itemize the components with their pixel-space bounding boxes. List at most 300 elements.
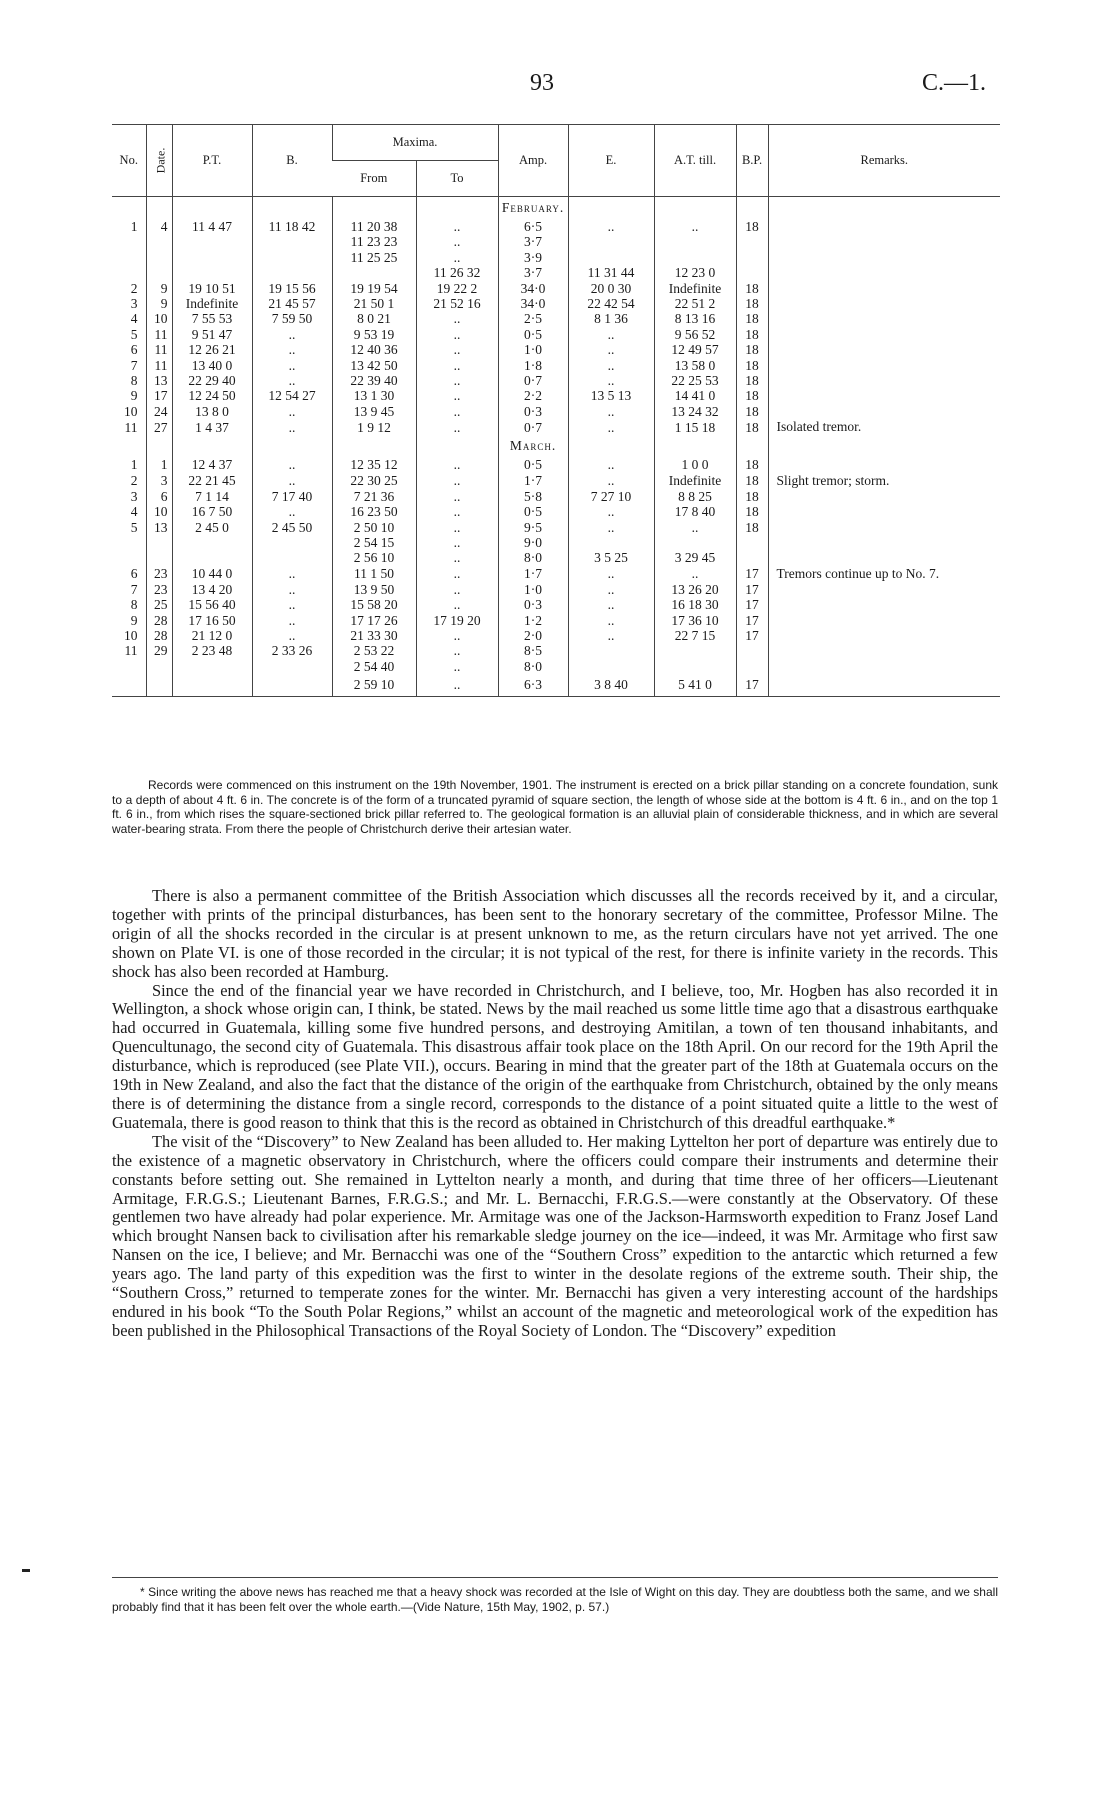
cell-b: .. (252, 373, 332, 388)
cell-from: 9 53 19 (332, 327, 416, 342)
month-heading-row (112, 435, 1000, 457)
cell-b: 7 17 40 (252, 489, 332, 504)
cell-e (568, 250, 654, 265)
cell-to: .. (416, 311, 498, 326)
cell-amp: 3·7 (498, 234, 568, 249)
col-header-remarks: Remarks. (768, 125, 1000, 197)
cell-to: .. (416, 597, 498, 612)
col-header-b: B. (252, 125, 332, 197)
cell-e: .. (568, 419, 654, 435)
cell-from: 1 9 12 (332, 419, 416, 435)
cell-to: 17 19 20 (416, 613, 498, 628)
cell-remarks (768, 504, 1000, 519)
cell-from: 11 25 25 (332, 250, 416, 265)
cell-pt: 13 8 0 (172, 404, 252, 419)
cell-remarks: Tremors continue up to No. 7. (768, 566, 1000, 582)
cell-b: .. (252, 404, 332, 419)
empty-cell (332, 197, 416, 220)
cell-at: 17 36 10 (654, 613, 736, 628)
cell-pt (172, 535, 252, 550)
empty-cell (736, 435, 768, 457)
cell-from: 2 50 10 (332, 520, 416, 535)
cell-bp: 18 (736, 504, 768, 519)
table-body (112, 197, 1000, 697)
cell-b: .. (252, 419, 332, 435)
cell-pt (172, 674, 252, 697)
cell-at: 5 41 0 (654, 674, 736, 697)
table-row (112, 535, 1000, 550)
cell-at: 13 26 20 (654, 582, 736, 597)
cell-no: 5 (130, 519, 138, 535)
cell-pt: 1 4 37 (172, 419, 252, 435)
cell-no: 11 (124, 643, 138, 659)
empty-cell (568, 435, 654, 457)
cell-pt: 16 7 50 (172, 504, 252, 519)
cell-date: 3 (146, 473, 172, 489)
col-header-to: To (416, 161, 498, 197)
cell-b: 2 33 26 (252, 643, 332, 658)
cell-to: .. (416, 473, 498, 489)
page-number: 93 (530, 70, 554, 96)
table-row (112, 457, 1000, 472)
cell-at: 1 15 18 (654, 419, 736, 435)
cell-to: .. (416, 643, 498, 658)
cell-remarks (768, 643, 1000, 658)
cell-bp: 18 (736, 388, 768, 403)
empty-cell (768, 435, 1000, 457)
cell-bp: 18 (736, 520, 768, 535)
cell-at: 22 25 53 (654, 373, 736, 388)
cell-pt: 15 56 40 (172, 597, 252, 612)
table-row (112, 628, 1000, 643)
cell-bp: 17 (736, 597, 768, 612)
col-header-at: A.T. till. (654, 125, 736, 197)
cell-to: .. (416, 457, 498, 472)
cell-at: 14 41 0 (654, 388, 736, 403)
cell-no (112, 234, 146, 249)
cell-at: .. (654, 219, 736, 234)
table-row (112, 219, 1000, 234)
table-row (112, 504, 1000, 519)
cell-at: Indefinite (654, 281, 736, 296)
cell-to: .. (416, 358, 498, 373)
empty-cell (172, 197, 252, 220)
cell-date: 11 (146, 327, 172, 342)
cell-e: 3 8 40 (568, 674, 654, 697)
cell-e: .. (568, 404, 654, 419)
cell-b: .. (252, 327, 332, 342)
cell-e: .. (568, 628, 654, 643)
cell-bp: 18 (736, 473, 768, 489)
empty-cell (172, 435, 252, 457)
cell-remarks (768, 388, 1000, 403)
cell-bp: 18 (736, 358, 768, 373)
cell-no: 11 (124, 419, 138, 435)
cell-pt: 11 4 47 (172, 219, 252, 234)
cell-from (332, 265, 416, 280)
cell-from: 13 42 50 (332, 358, 416, 373)
table-row (112, 373, 1000, 388)
cell-to: .. (416, 535, 498, 550)
cell-from: 17 17 26 (332, 613, 416, 628)
cell-date: 6 (146, 489, 172, 504)
cell-date: 29 (146, 643, 172, 658)
table-row (112, 550, 1000, 565)
paragraph: Since the end of the financial year we have recorded in Christchurch, and I believe, too, Mr. Hogben has also recorded it in Wellington, a shock whose origin can, I think, be stated. News by the mail reached us some little time ago that a disastrous earthquake had occurred in Guatemala, killing some five hundred persons, and destroying Amitilan, a town of ten thousand inhabitants, and Quencultunago, the second city of Guatemala. This disastrous affair took place on the 18th April. On our record for the 19th April the disturbance, which is reproduced (see Plate VII.), occurs. Bearing in mind that the greater part of the 18th at Guatemala occurs on the 19th in New Zealand, and also the fact that the distance of the origin of the earthquake from Christchurch, obtained by the only means there is of determining the distance from a single record, corresponds to the distance of a point situated quite a little to the west of Guatemala, there is good reason to think that this is the record as obtained in Christchurch of this dreadful earthquake.* (112, 980, 998, 1132)
cell-pt: 13 4 20 (172, 582, 252, 597)
cell-to: .. (416, 388, 498, 403)
table-row (112, 388, 1000, 403)
col-header-maxima: Maxima. (332, 125, 498, 161)
cell-from: 13 1 30 (332, 388, 416, 403)
cell-at (654, 659, 736, 674)
cell-from: 19 19 54 (332, 281, 416, 296)
cell-amp: 9·0 (498, 535, 568, 550)
cell-no (112, 550, 146, 565)
cell-at: 22 51 2 (654, 296, 736, 311)
cell-amp: 34·0 (498, 296, 568, 311)
cell-remarks (768, 535, 1000, 550)
cell-e: .. (568, 520, 654, 535)
cell-date: 28 (146, 613, 172, 628)
cell-bp (736, 265, 768, 280)
cell-e: .. (568, 566, 654, 582)
cell-b: .. (252, 613, 332, 628)
cell-date: 11 (146, 358, 172, 373)
table-row (112, 311, 1000, 326)
cell-to: .. (416, 504, 498, 519)
cell-at: 8 8 25 (654, 489, 736, 504)
cell-e: .. (568, 358, 654, 373)
cell-to: .. (416, 373, 498, 388)
cell-at: .. (654, 566, 736, 582)
cell-to: .. (416, 659, 498, 674)
table-row (112, 489, 1000, 504)
cell-pt: 22 29 40 (172, 373, 252, 388)
cell-no: 7 (130, 357, 138, 373)
cell-at: 1 0 0 (654, 457, 736, 472)
cell-b: .. (252, 566, 332, 582)
cell-date: 10 (146, 504, 172, 519)
cell-to: .. (416, 327, 498, 342)
cell-at (654, 535, 736, 550)
cell-bp: 18 (736, 373, 768, 388)
cell-bp: 18 (736, 404, 768, 419)
cell-e: 22 42 54 (568, 296, 654, 311)
cell-from: 11 23 23 (332, 234, 416, 249)
cell-e: 20 0 30 (568, 281, 654, 296)
cell-bp (736, 643, 768, 658)
cell-remarks (768, 550, 1000, 565)
cell-pt: 7 55 53 (172, 311, 252, 326)
col-header-pt: P.T. (172, 125, 252, 197)
cell-e: .. (568, 504, 654, 519)
cell-to: .. (416, 489, 498, 504)
col-header-bp: B.P. (736, 125, 768, 197)
cell-from: 13 9 45 (332, 404, 416, 419)
cell-amp: 8·0 (498, 659, 568, 674)
cell-no: 2 (130, 472, 138, 488)
cell-amp: 34·0 (498, 281, 568, 296)
empty-cell (568, 197, 654, 220)
cell-b (252, 674, 332, 697)
cell-at: 22 7 15 (654, 628, 736, 643)
cell-b: .. (252, 473, 332, 489)
empty-cell (736, 197, 768, 220)
cell-remarks (768, 311, 1000, 326)
table-row (112, 265, 1000, 280)
cell-from: 2 53 22 (332, 643, 416, 658)
empty-cell (768, 197, 1000, 220)
cell-date: 13 (146, 520, 172, 535)
cell-to: .. (416, 250, 498, 265)
cell-amp: 1·7 (498, 566, 568, 582)
cell-date (146, 674, 172, 697)
cell-b: .. (252, 597, 332, 612)
cell-remarks (768, 597, 1000, 612)
cell-remarks (768, 582, 1000, 597)
cell-e: .. (568, 219, 654, 234)
cell-from: 7 21 36 (332, 489, 416, 504)
cell-no (112, 265, 146, 280)
cell-pt: 22 21 45 (172, 473, 252, 489)
cell-amp: 0·3 (498, 597, 568, 612)
cell-remarks (768, 296, 1000, 311)
cell-to: 21 52 16 (416, 296, 498, 311)
cell-date (146, 250, 172, 265)
cell-no: 8 (130, 373, 138, 389)
cell-remarks (768, 404, 1000, 419)
cell-remarks (768, 628, 1000, 643)
cell-bp: 17 (736, 566, 768, 582)
cell-no (112, 535, 146, 550)
cell-to: .. (416, 404, 498, 419)
cell-to: .. (416, 628, 498, 643)
cell-bp: 17 (736, 613, 768, 628)
cell-bp: 17 (736, 582, 768, 597)
footnote-rule (112, 1577, 998, 1578)
table-row (112, 327, 1000, 342)
cell-from: 2 56 10 (332, 550, 416, 565)
table-row (112, 566, 1000, 582)
cell-date: 24 (146, 404, 172, 419)
cell-bp (736, 659, 768, 674)
cell-b (252, 265, 332, 280)
empty-cell (112, 197, 146, 220)
cell-date: 10 (146, 311, 172, 326)
cell-amp: 1·2 (498, 613, 568, 628)
cell-from: 22 39 40 (332, 373, 416, 388)
cell-at: 12 49 57 (654, 342, 736, 357)
table-row (112, 597, 1000, 612)
cell-b: .. (252, 457, 332, 472)
cell-amp: 0·5 (498, 504, 568, 519)
cell-amp: 2·2 (498, 388, 568, 403)
cell-at: 17 8 40 (654, 504, 736, 519)
cell-b: 21 45 57 (252, 296, 332, 311)
cell-e (568, 643, 654, 658)
cell-from: 2 59 10 (332, 674, 416, 697)
cell-amp: 8·0 (498, 550, 568, 565)
cell-amp: 0·5 (498, 327, 568, 342)
cell-at: 8 13 16 (654, 311, 736, 326)
cell-e: .. (568, 457, 654, 472)
cell-pt (172, 234, 252, 249)
cell-date: 28 (146, 628, 172, 643)
empty-cell (112, 435, 146, 457)
table-row (112, 358, 1000, 373)
cell-e: .. (568, 613, 654, 628)
cell-b: .. (252, 582, 332, 597)
cell-remarks (768, 659, 1000, 674)
cell-pt: 21 12 0 (172, 628, 252, 643)
cell-pt: 12 26 21 (172, 342, 252, 357)
cell-from: 11 20 38 (332, 219, 416, 234)
cell-from: 13 9 50 (332, 582, 416, 597)
cell-at: Indefinite (654, 473, 736, 489)
table-row (112, 643, 1000, 658)
cell-bp: 18 (736, 327, 768, 342)
table-row (112, 659, 1000, 674)
cell-pt: 9 51 47 (172, 327, 252, 342)
cell-from: 12 35 12 (332, 457, 416, 472)
cell-pt (172, 659, 252, 674)
cell-from: 22 30 25 (332, 473, 416, 489)
cell-pt (172, 550, 252, 565)
cell-amp: 1·0 (498, 582, 568, 597)
document-reference: C.—1. (921, 70, 986, 96)
cell-e: .. (568, 327, 654, 342)
cell-amp: 2·5 (498, 311, 568, 326)
cell-no: 3 (130, 488, 138, 504)
cell-remarks (768, 358, 1000, 373)
cell-bp: 18 (736, 281, 768, 296)
cell-date: 4 (146, 219, 172, 234)
cell-b (252, 659, 332, 674)
table-row (112, 342, 1000, 357)
cell-no: 7 (130, 581, 138, 597)
cell-amp: 6·5 (498, 219, 568, 234)
cell-pt: 10 44 0 (172, 566, 252, 582)
empty-cell (252, 197, 332, 220)
cell-e: .. (568, 582, 654, 597)
cell-to: .. (416, 219, 498, 234)
cell-bp (736, 535, 768, 550)
col-header-e: E. (568, 125, 654, 197)
cell-e: 8 1 36 (568, 311, 654, 326)
cell-b (252, 535, 332, 550)
cell-date: 9 (146, 281, 172, 296)
cell-pt: 2 23 48 (172, 643, 252, 658)
cell-b: .. (252, 342, 332, 357)
table-row (112, 296, 1000, 311)
month-label: March. (498, 435, 568, 457)
cell-date: 11 (146, 342, 172, 357)
cell-b: 12 54 27 (252, 388, 332, 403)
cell-bp: 18 (736, 419, 768, 435)
cell-pt: 13 40 0 (172, 358, 252, 373)
cell-remarks (768, 327, 1000, 342)
cell-date: 13 (146, 373, 172, 388)
cell-b: .. (252, 504, 332, 519)
cell-e: 11 31 44 (568, 265, 654, 280)
col-header-date: Date. (146, 125, 172, 197)
cell-to: .. (416, 582, 498, 597)
cell-no: 9 (130, 388, 138, 404)
empty-cell (146, 435, 172, 457)
cell-bp: 18 (736, 219, 768, 234)
cell-b: 7 59 50 (252, 311, 332, 326)
empty-cell (332, 435, 416, 457)
cell-pt: 2 45 0 (172, 520, 252, 535)
cell-pt: 7 1 14 (172, 489, 252, 504)
table-row (112, 404, 1000, 419)
empty-cell (416, 197, 498, 220)
cell-from: 2 54 40 (332, 659, 416, 674)
col-header-from: From (332, 161, 416, 197)
cell-to: .. (416, 566, 498, 582)
cell-date: 1 (146, 457, 172, 472)
cell-no: 2 (130, 280, 138, 296)
cell-remarks (768, 281, 1000, 296)
cell-bp: 17 (736, 674, 768, 697)
cell-at: 9 56 52 (654, 327, 736, 342)
cell-b: .. (252, 358, 332, 373)
cell-to: .. (416, 342, 498, 357)
margin-mark (22, 1569, 30, 1572)
cell-at: 3 29 45 (654, 550, 736, 565)
cell-amp: 3·7 (498, 265, 568, 280)
cell-bp: 18 (736, 311, 768, 326)
cell-at (654, 643, 736, 658)
table-row (112, 250, 1000, 265)
cell-amp: 1·8 (498, 358, 568, 373)
cell-date: 23 (146, 566, 172, 582)
cell-e (568, 234, 654, 249)
cell-e: .. (568, 342, 654, 357)
cell-from: 16 23 50 (332, 504, 416, 519)
cell-no: 4 (130, 504, 138, 520)
seismograph-records-table (112, 124, 1000, 697)
cell-date (146, 550, 172, 565)
cell-remarks (768, 457, 1000, 472)
cell-e: .. (568, 473, 654, 489)
cell-remarks: Isolated tremor. (768, 419, 1000, 435)
table-row (112, 473, 1000, 489)
page-header (0, 70, 1114, 110)
cell-amp: 0·5 (498, 457, 568, 472)
empty-cell (146, 197, 172, 220)
cell-pt: 12 24 50 (172, 388, 252, 403)
paragraph: The visit of the “Discovery” to New Zealand has been alluded to. Her making Lyttelton her port of departure was entirely due to the existence of a magnetic observatory in Christchurch, where the officers could compare their instruments and determine their constants before setting out. She remained in Lyttelton nearly a month, and during that time three of her officers—Lieutenant Armitage, F.R.G.S.; Lieutenant Barnes, F.R.G.S.; and Mr. L. Bernacchi, F.R.G.S.—were constantly at the Observatory. Of these gentlemen two have already had polar experience. Mr. Armitage was one of the Jackson-Harmsworth expedition to Franz Josef Land which brought Nansen back to civilisation after his remarkable sledge journey on the ice—indeed, it was Mr. Armitage who first saw Nansen on the ice, I believe; and Mr. Bernacchi was one of the “Southern Cross” expedition to the antarctic which returned a few years ago. The land party of this expedition was the first to winter in the desolate regions of the extreme south. Their ship, the “Southern Cross,” returned to temperate zones for the winter. Mr. Bernacchi has given a very interesting account of the hardships endured in his book “To the South Polar Regions,” whilst an account of the magnetic and meteorological work of the expedition has been published in the Philosophical Transactions of the Royal Society of London. The “Discovery” expedition (112, 1131, 998, 1340)
cell-to: .. (416, 550, 498, 565)
empty-cell (416, 435, 498, 457)
cell-date (146, 659, 172, 674)
cell-bp: 18 (736, 296, 768, 311)
empty-cell (252, 435, 332, 457)
cell-amp: 8·5 (498, 643, 568, 658)
cell-pt (172, 265, 252, 280)
cell-bp (736, 250, 768, 265)
cell-from: 21 50 1 (332, 296, 416, 311)
cell-date: 27 (146, 419, 172, 435)
cell-date: 9 (146, 296, 172, 311)
cell-no: 3 (130, 296, 138, 312)
instrument-note: Records were commenced on this instrument on the 19th November, 1901. The instrument is erected on a brick pillar standing on a concrete foundation, sunk to a depth of about 4 ft. 6 in. The concrete is of the form of a truncated pyramid of square section, the length of whose side at the bottom is 4 ft. 6 in., and on the top 1 ft. 6 in., from which rises the square-sectioned brick pillar referred to. The geological formation is an alluvial plain of considerable thickness, and in which are several water-bearing strata. From there the people of Christchurch derive their artesian water. (112, 778, 998, 836)
table-row (112, 613, 1000, 628)
empty-cell (654, 435, 736, 457)
cell-date: 23 (146, 582, 172, 597)
